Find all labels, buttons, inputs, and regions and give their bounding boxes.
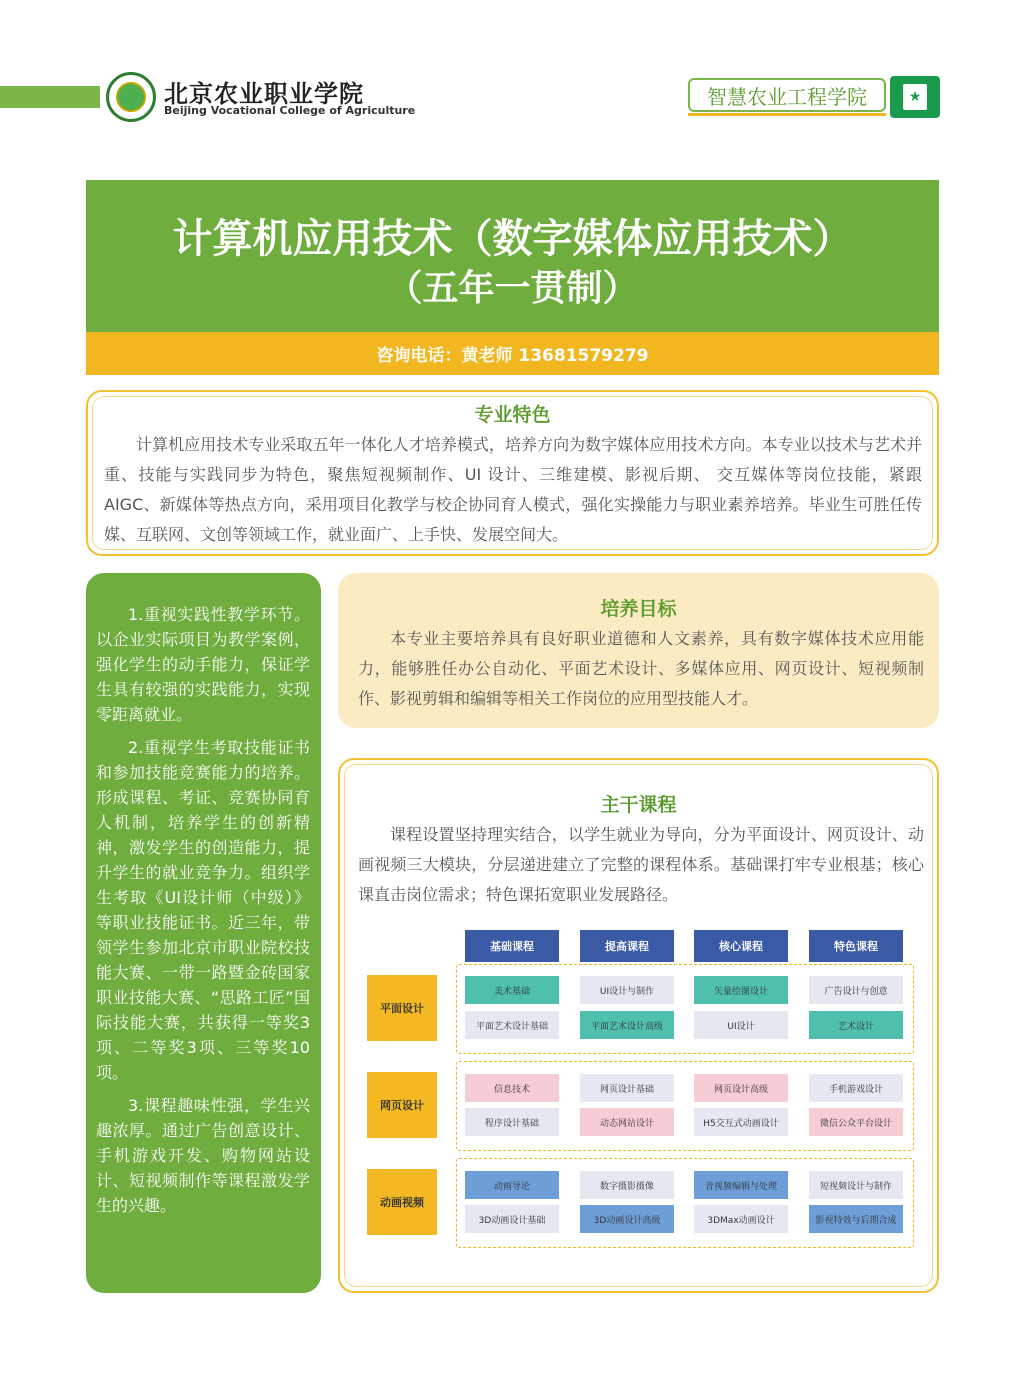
course-cell: 短视频设计与制作 [809,1171,903,1199]
course-cell: 平面艺术设计基础 [465,1011,559,1039]
page-subtitle: （五年一贯制） [386,268,639,309]
page-title: 计算机应用技术（数字媒体应用技术） [172,216,853,262]
header-accent-bar [0,86,100,108]
course-cell: 美术基础 [465,976,559,1004]
department-underline [688,113,886,116]
goals-text: 本专业主要培养具有良好职业道德和人文素养，具有数字媒体技术应用能力，能够胜任办公自动化、平面艺术设计、多媒体应用、网页设计、短视频制作、影视剪辑和编辑等相关工作岗位的应用型技能人才。 [358,629,924,708]
highlight-2: 2.重视学生考取技能证书和参加技能竞赛能力的培养。形成课程、考证、竞赛协同育人机制，培养学生的创新精神，激发学生的创造能力，提升学生的就业竞争力。组织学生考取《UI设计师（中级）》等职业技能证书。近三年，带领学生参加北京市职业院校技能大赛、一带一路暨金砖国家职业技能大赛、“思路工匠”国际技能大赛，共获得一等奖3项、二等奖3项、三等奖10项。 [96,738,310,1082]
course-cell: 手机游戏设计 [809,1074,903,1102]
course-cell: 影视特效与后期合成 [809,1205,903,1233]
course-cell: 广告设计与创意 [809,976,903,1004]
row-label-graphic: 平面设计 [367,975,437,1041]
course-cell: H5交互式动画设计 [694,1108,788,1136]
school-logo-icon [106,72,156,122]
courses-title: 主干课程 [600,794,677,816]
course-cell: 动态网站设计 [580,1108,674,1136]
course-cell: 动画导论 [465,1171,559,1199]
school-name-en: Beijing Vocational College of Agriculture [164,104,416,117]
course-cell: 信息技术 [465,1074,559,1102]
column-header-advanced: 提高课程 [580,930,674,962]
course-cell: 平面艺术设计高级 [580,1011,674,1039]
course-cell: 音视频编辑与处理 [694,1171,788,1199]
course-cell: UI设计与制作 [580,976,674,1004]
course-cell: 3DMax动画设计 [694,1205,788,1233]
course-cell: UI设计 [694,1011,788,1039]
highlight-3: 3.课程趣味性强，学生兴趣浓厚。通过广告创意设计、手机游戏开发、购物网站设计、短视频制作等课程激发学生的兴趣。 [96,1096,310,1215]
column-header-basic: 基础课程 [465,930,559,962]
course-cell: 网页设计基础 [580,1074,674,1102]
courses-text: 课程设置坚持理实结合，以学生就业为导向，分为平面设计、网页设计、动画视频三大模块，分层递进建立了完整的课程体系。基础课打牢专业根基；核心课直击岗位需求；特色课拓宽职业发展路径。 [358,825,924,904]
school-name-cn: 北京农业职业学院 [164,79,364,108]
row-label-web: 网页设计 [367,1072,437,1138]
features-title: 专业特色 [474,404,551,426]
goals-title: 培养目标 [600,598,677,620]
course-cell: 艺术设计 [809,1011,903,1039]
course-cell: 微信公众平台设计 [809,1108,903,1136]
course-cell: 数字摄影摄像 [580,1171,674,1199]
contact-phone-bar: 咨询电话：黄老师 13681579279 [86,332,939,375]
course-cell: 网页设计高级 [694,1074,788,1102]
column-header-core: 核心课程 [694,930,788,962]
course-cell: 矢量绘图设计 [694,976,788,1004]
course-cell: 3D动画设计基础 [465,1205,559,1233]
department-label: 智慧农业工程学院 [688,78,886,112]
row-label-animation: 动画视频 [367,1169,437,1235]
column-header-special: 特色课程 [809,930,903,962]
course-cell: 程序设计基础 [465,1108,559,1136]
highlights-text [96,602,310,1226]
book-star-icon: ★ [890,76,940,118]
features-text: 计算机应用技术专业采取五年一体化人才培养模式，培养方向为数字媒体应用技术方向。本专业以技术与艺术并重、技能与实践同步为特色，聚焦短视频制作、UI 设计、三维建模、影视后期、 交互媒体等岗位技能，紧跟 AIGC、新媒体等热点方向，采用项目化教学与校企协同育人模式，强化实操能力与职业素养培养。毕业生可胜任传媒、互联网、文创等领域工作，就业面广、上手快、发展空间大。 [104,435,922,544]
highlight-1: 1.重视实践性教学环节。以企业实际项目为教学案例，强化学生的动手能力，保证学生具有较强的实践能力，实现零距离就业。 [96,605,310,724]
course-cell: 3D动画设计高级 [580,1205,674,1233]
